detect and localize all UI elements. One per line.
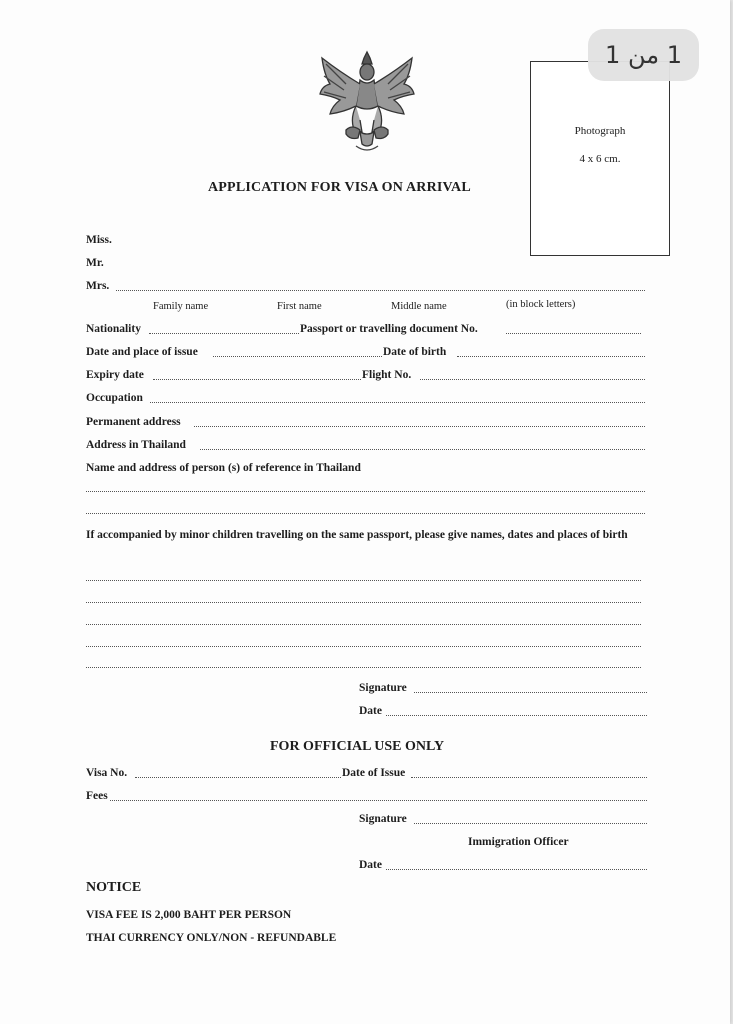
children-line-3[interactable] bbox=[86, 624, 641, 625]
children-instructions: If accompanied by minor children travelling on the same passport, please give names, dates and places of birth bbox=[86, 529, 628, 541]
page-indicator: 1 من 1 bbox=[588, 29, 699, 81]
children-line-4[interactable] bbox=[86, 646, 641, 647]
photo-size-label: 4 x 6 cm. bbox=[579, 153, 621, 165]
children-line-1[interactable] bbox=[86, 580, 641, 581]
occupation-field[interactable] bbox=[150, 402, 645, 403]
expiry-date-field[interactable] bbox=[153, 379, 361, 380]
fees-label: Fees bbox=[86, 790, 108, 802]
officer-date-label: Date bbox=[359, 859, 382, 871]
page-title: APPLICATION FOR VISA ON ARRIVAL bbox=[208, 180, 471, 195]
salutation-miss: Miss. bbox=[86, 234, 112, 246]
visa-no-label: Visa No. bbox=[86, 767, 128, 779]
passport-label: Passport or travelling document No. bbox=[300, 323, 478, 335]
salutation-mr: Mr. bbox=[86, 257, 104, 269]
applicant-signature-label: Signature bbox=[359, 682, 407, 694]
garuda-emblem-icon bbox=[316, 50, 418, 156]
applicant-date-field[interactable] bbox=[386, 715, 647, 716]
nationality-field[interactable] bbox=[149, 333, 299, 334]
date-place-issue-label: Date and place of issue bbox=[86, 346, 198, 358]
date-of-issue-field[interactable] bbox=[411, 777, 647, 778]
flight-no-label: Flight No. bbox=[362, 369, 412, 381]
flight-no-field[interactable] bbox=[420, 379, 645, 380]
official-use-heading: FOR OFFICIAL USE ONLY bbox=[270, 739, 445, 754]
immigration-officer-label: Immigration Officer bbox=[468, 836, 569, 848]
name-field-line[interactable] bbox=[116, 290, 645, 291]
date-of-birth-field[interactable] bbox=[457, 356, 645, 357]
date-place-issue-field[interactable] bbox=[213, 356, 382, 357]
middle-name-caption: Middle name bbox=[391, 301, 447, 312]
address-thailand-field[interactable] bbox=[200, 449, 645, 450]
nationality-label: Nationality bbox=[86, 323, 141, 335]
notice-line-fee: VISA FEE IS 2,000 BAHT PER PERSON bbox=[86, 909, 292, 921]
block-letters-note: (in block letters) bbox=[506, 299, 576, 310]
passport-field[interactable] bbox=[506, 333, 641, 334]
permanent-address-label: Permanent address bbox=[86, 416, 181, 428]
reference-person-line-2[interactable] bbox=[86, 513, 645, 514]
occupation-label: Occupation bbox=[86, 392, 143, 404]
visa-no-field[interactable] bbox=[135, 777, 341, 778]
children-line-5[interactable] bbox=[86, 667, 641, 668]
notice-heading: NOTICE bbox=[86, 880, 142, 895]
photograph-box bbox=[530, 61, 670, 256]
reference-person-line-1[interactable] bbox=[86, 491, 645, 492]
fees-field[interactable] bbox=[110, 800, 647, 801]
notice-line-currency: THAI CURRENCY ONLY/NON - REFUNDABLE bbox=[86, 932, 337, 944]
permanent-address-field[interactable] bbox=[194, 426, 645, 427]
officer-date-field[interactable] bbox=[386, 869, 647, 870]
children-line-2[interactable] bbox=[86, 602, 641, 603]
family-name-caption: Family name bbox=[153, 301, 209, 312]
salutation-mrs: Mrs. bbox=[86, 280, 110, 292]
applicant-date-label: Date bbox=[359, 705, 382, 717]
officer-signature-label: Signature bbox=[359, 813, 407, 825]
officer-signature-field[interactable] bbox=[414, 823, 647, 824]
expiry-date-label: Expiry date bbox=[86, 369, 144, 381]
address-thailand-label: Address in Thailand bbox=[86, 439, 186, 451]
reference-person-label: Name and address of person (s) of reference in Thailand bbox=[86, 462, 361, 474]
first-name-caption: First name bbox=[277, 301, 322, 312]
date-of-issue-label: Date of Issue bbox=[342, 767, 406, 779]
date-of-birth-label: Date of birth bbox=[383, 346, 447, 358]
photo-label: Photograph bbox=[574, 125, 626, 137]
applicant-signature-field[interactable] bbox=[414, 692, 647, 693]
